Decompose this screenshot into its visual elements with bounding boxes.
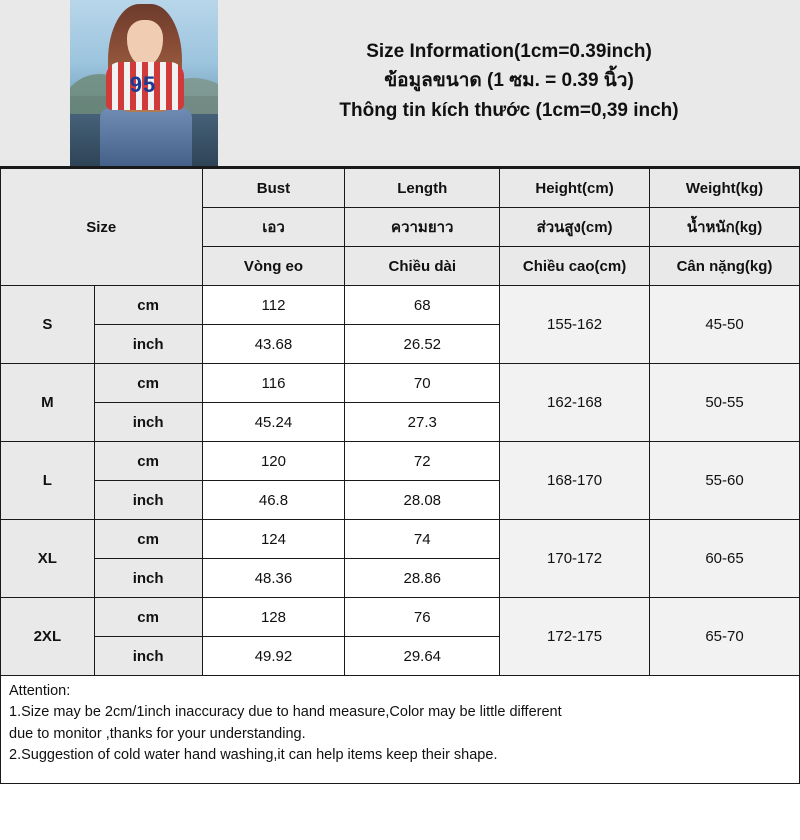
weight-2xl: 65-70	[650, 598, 800, 676]
header-length-en: Length	[345, 169, 500, 208]
length-cm-l: 72	[345, 442, 500, 481]
length-inch-m: 27.3	[345, 403, 500, 442]
unit-cm-2xl: cm	[94, 598, 202, 637]
weight-m: 50-55	[650, 364, 800, 442]
header-height-vi: Chiều cao(cm)	[500, 247, 650, 286]
header-bust-en: Bust	[202, 169, 345, 208]
attention-heading: Attention:	[9, 683, 71, 699]
title-line-vi: Thông tin kích thước (1cm=0,39 inch)	[339, 99, 679, 121]
height-2xl: 172-175	[500, 598, 650, 676]
bust-cm-2xl: 128	[202, 598, 345, 637]
product-photo	[70, 0, 218, 166]
attention-line-3: 2.Suggestion of cold water hand washing,it can help items keep their shape.	[9, 747, 498, 764]
bust-inch-xl: 48.36	[202, 559, 345, 598]
row-size-m: M	[1, 364, 95, 442]
bust-inch-m: 45.24	[202, 403, 345, 442]
height-s: 155-162	[500, 286, 650, 364]
size-table	[0, 168, 800, 676]
header-weight-en: Weight(kg)	[650, 169, 800, 208]
length-inch-xl: 28.86	[345, 559, 500, 598]
unit-cm-s: cm	[94, 286, 202, 325]
weight-l: 55-60	[650, 442, 800, 520]
title-line-th: ข้อมูลขนาด (1 ซม. = 0.39 นิ้ว)	[384, 70, 634, 92]
height-m: 162-168	[500, 364, 650, 442]
footer-spacer	[0, 784, 800, 840]
bust-inch-l: 46.8	[202, 481, 345, 520]
title-line-en: Size Information(1cm=0.39inch)	[366, 40, 652, 62]
header-length-vi: Chiều dài	[345, 247, 500, 286]
header-bust-vi: Vòng eo	[202, 247, 345, 286]
header-height-en: Height(cm)	[500, 169, 650, 208]
table-row	[1, 364, 800, 403]
bust-cm-m: 116	[202, 364, 345, 403]
length-cm-xl: 74	[345, 520, 500, 559]
bust-cm-xl: 124	[202, 520, 345, 559]
unit-inch-l: inch	[94, 481, 202, 520]
length-inch-2xl: 29.64	[345, 637, 500, 676]
table-body	[1, 286, 800, 676]
attention-line-2: due to monitor ,thanks for your understanding.	[9, 725, 306, 742]
height-l: 168-170	[500, 442, 650, 520]
attention-block	[0, 676, 800, 784]
length-cm-m: 70	[345, 364, 500, 403]
unit-cm-l: cm	[94, 442, 202, 481]
product-photo-cell	[0, 0, 218, 166]
title-block	[218, 0, 800, 166]
photo-model-jeans	[100, 108, 192, 166]
attention-line-1: 1.Size may be 2cm/1inch inaccuracy due to hand measure,Color may be little different	[9, 704, 562, 721]
unit-cm-xl: cm	[94, 520, 202, 559]
row-size-2xl: 2XL	[1, 598, 95, 676]
header-length-th: ความยาว	[345, 208, 500, 247]
table-head	[1, 169, 800, 286]
height-xl: 170-172	[500, 520, 650, 598]
bust-cm-s: 112	[202, 286, 345, 325]
row-size-s: S	[1, 286, 95, 364]
unit-inch-xl: inch	[94, 559, 202, 598]
unit-inch-2xl: inch	[94, 637, 202, 676]
header-height-th: ส่วนสูง(cm)	[500, 208, 650, 247]
table-row	[1, 286, 800, 325]
header-row-en	[1, 169, 800, 208]
length-cm-s: 68	[345, 286, 500, 325]
row-size-xl: XL	[1, 520, 95, 598]
photo-shirt-number: 95	[129, 72, 157, 97]
chart-header	[0, 0, 800, 168]
bust-inch-s: 43.68	[202, 325, 345, 364]
table-row	[1, 442, 800, 481]
header-bust-th: เอว	[202, 208, 345, 247]
header-weight-th: น้ำหนัก(kg)	[650, 208, 800, 247]
header-weight-vi: Cân nặng(kg)	[650, 247, 800, 286]
unit-inch-s: inch	[94, 325, 202, 364]
weight-s: 45-50	[650, 286, 800, 364]
bust-cm-l: 120	[202, 442, 345, 481]
row-size-l: L	[1, 442, 95, 520]
length-inch-l: 28.08	[345, 481, 500, 520]
unit-inch-m: inch	[94, 403, 202, 442]
table-row	[1, 520, 800, 559]
weight-xl: 60-65	[650, 520, 800, 598]
bust-inch-2xl: 49.92	[202, 637, 345, 676]
unit-cm-m: cm	[94, 364, 202, 403]
table-row	[1, 598, 800, 637]
length-cm-2xl: 76	[345, 598, 500, 637]
header-size-label: Size	[1, 169, 203, 286]
length-inch-s: 26.52	[345, 325, 500, 364]
